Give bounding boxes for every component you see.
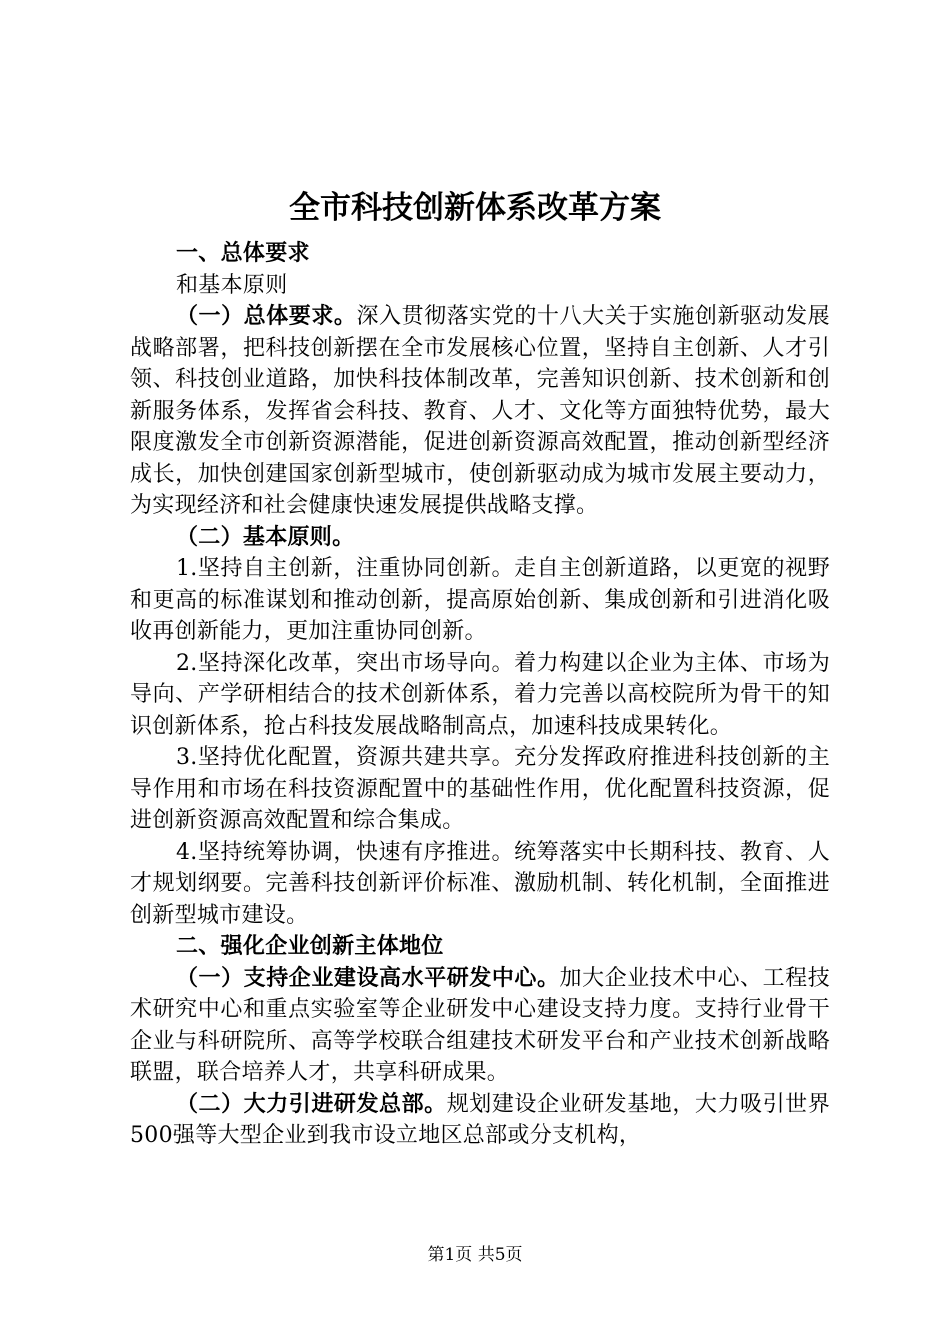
principle-4: 4.坚持统筹协调，快速有序推进。统筹落实中长期科技、教育、人才规划纲要。完善科技创新评价标准、激励机制、转化机制，全面推进创新型城市建设。: [130, 839, 830, 928]
paragraph-text: 加大企业技术中心、工程技术研究中心和重点实验室等企业研发中心建设支持力度。支持行业骨干企业与科研院所、高等学校联合组建技术研发平台和产业技术创新战略联盟，联合培养人才，共享科研成果。: [130, 965, 830, 1085]
document-body: [130, 238, 830, 1152]
paragraph-lead: （一）总体要求。: [176, 304, 357, 329]
paragraph-basic-principles-heading: [130, 522, 830, 554]
paragraph-lead: （二）大力引进研发总部。: [176, 1091, 447, 1117]
paragraph-text: 深入贯彻落实党的十八大关于实施创新驱动发展战略部署，把科技创新摆在全市发展核心位置，坚持自主创新、人才引领、科技创业道路，加快科技体制改革，完善知识创新、技术创新和创新服务体系，发挥省会科技、教育、人才、文化等方面独特优势，最大限度激发全市创新资源潜能，促进创新资源高效配置，推动创新型经济成长，加快创建国家创新型城市，使创新驱动成为城市发展主要动力，为实现经济和社会健康快速发展提供战略支撑。: [130, 304, 830, 518]
paragraph-lead: （二）基本原则。: [176, 524, 355, 550]
paragraph-rd-centers: [130, 963, 830, 1089]
page-footer: 第1页 共5页: [427, 1245, 523, 1265]
section-2-heading: 二、强化企业创新主体地位: [176, 934, 444, 959]
paragraph-rd-headquarters: [130, 1089, 830, 1152]
paragraph-text: 规划建设企业研发基地，大力吸引世界500强等大型企业到我市设立地区总部或分支机构，: [130, 1091, 830, 1148]
principle-1: 1.坚持自主创新，注重协同创新。走自主创新道路，以更宽的视野和更高的标准谋划和推动创新，提高原始创新、集成创新和引进消化吸收再创新能力，更加注重协同创新。: [130, 556, 830, 644]
paragraph-lead: （一）支持企业建设高水平研发中心。: [176, 965, 560, 991]
paragraph-overall-requirements: [130, 301, 830, 522]
section-1-heading: 一、总体要求: [176, 241, 310, 266]
principle-3: 3.坚持优化配置，资源共建共享。充分发挥政府推进科技创新的主导作用和市场在科技资源配置中的基础性作用，优化配置科技资源，促进创新资源高效配置和综合集成。: [130, 745, 830, 833]
document-title: 全市科技创新体系改革方案: [289, 190, 661, 226]
section-1-heading-continuation: 和基本原则: [176, 272, 288, 298]
principle-2: 2.坚持深化改革，突出市场导向。着力构建以企业为主体、市场为导向、产学研相结合的技术创新体系，着力完善以高校院所为骨干的知识创新体系，抢占科技发展战略制高点，加速科技成果转化。: [130, 650, 830, 739]
